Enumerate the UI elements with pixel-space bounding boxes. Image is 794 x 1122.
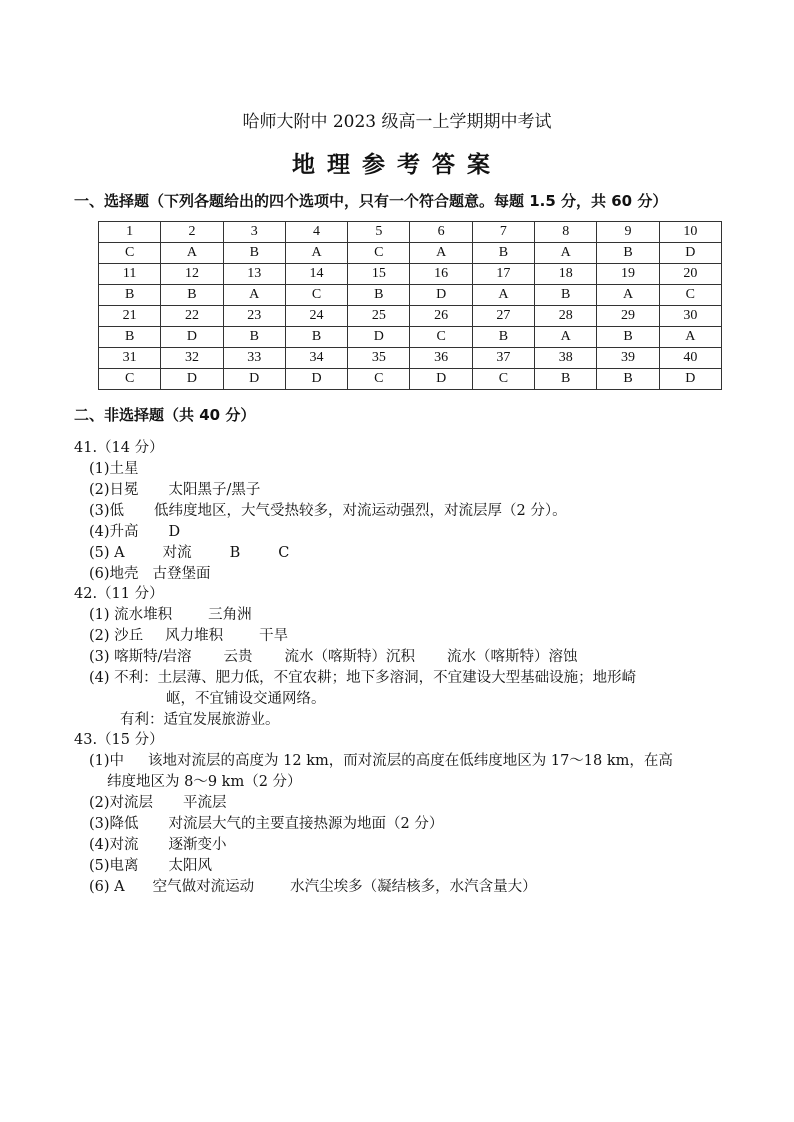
question-number-cell: 40 [659,348,721,369]
question-number-cell: 35 [348,348,410,369]
q41-answer-5-part3: B [229,545,241,561]
answer-cell: D [410,285,472,306]
answer-table-row [99,327,722,348]
question-number-cell: 2 [161,222,223,243]
answer-cell: B [161,285,223,306]
answer-cell: B [99,327,161,348]
q43-answer-5-part1: (5)电离 [89,858,139,874]
question-number-cell: 37 [472,348,534,369]
answer-cell: C [285,285,347,306]
q41-answer-3-part1: (3)低 [89,503,125,519]
question-number-cell: 36 [410,348,472,369]
question-number-cell: 8 [535,222,597,243]
question-number-cell: 33 [223,348,285,369]
answer-cell: B [223,243,285,264]
answer-table-row [99,222,722,243]
answer-cell: B [472,243,534,264]
question-number-cell: 7 [472,222,534,243]
q41-answer-6-part2: 古登堡面 [152,566,211,582]
question-number-cell: 32 [161,348,223,369]
answer-cell: C [659,285,721,306]
q42-answer-4-line2: 岖，不宜铺设交通网络。 [166,691,326,707]
answer-cell: B [597,327,659,348]
question-number-cell: 22 [161,306,223,327]
page-title: 地理参考答案 [292,151,502,178]
answer-cell: B [472,327,534,348]
question-number-cell: 24 [285,306,347,327]
question-number-cell: 27 [472,306,534,327]
answer-cell: D [223,369,285,390]
answer-cell: A [535,243,597,264]
question-number-cell: 34 [285,348,347,369]
q41-answer-2-part1: (2)日冕 [89,482,139,498]
section2-title: 二、非选择题（共 40 分） [74,406,256,424]
question-number-cell: 17 [472,264,534,285]
question-number-cell: 10 [659,222,721,243]
answer-cell: B [285,327,347,348]
q43-answer-6-part1: (6) A [89,879,125,895]
question-number-cell: 12 [161,264,223,285]
section1-title: 一、选择题（下列各题给出的四个选项中，只有一个符合题意。每题 1.5 分，共 60 分） [74,192,668,210]
q42-answer-3-part3: 流水（喀斯特）沉积 [284,649,416,665]
answer-cell: C [348,243,410,264]
q42-answer-3-part2: 云贵 [223,649,253,665]
answer-cell: B [597,369,659,390]
q42-answer-3-part4: 流水（喀斯特）溶蚀 [447,649,578,665]
q43-answer-3-part2: 对流层大气的主要直接热源为地面（2 分） [168,816,444,832]
exam-header: 哈师大附中 2023 级高一上学期期中考试 [242,112,552,132]
q41-answer-5 [89,541,289,562]
q43-answer-6-part3: 水汽尘埃多（凝结核多，水汽含量大） [290,879,537,895]
q43-answer-6 [89,875,537,896]
q43-answer-4-part1: (4)对流 [89,837,139,853]
answer-table-row [99,348,722,369]
q42-answer-4-line1: (4) 不利：土层薄、肥力低，不宜农耕；地下多溶洞，不宜建设大型基础设施；地形崎 [89,670,637,686]
question-number-cell: 25 [348,306,410,327]
q42-answer-2-part3: 干旱 [259,628,289,644]
question-number-cell: 31 [99,348,161,369]
answer-cell: C [348,369,410,390]
answer-cell: B [348,285,410,306]
question-number-cell: 18 [535,264,597,285]
question-number-cell: 4 [285,222,347,243]
q43-answer-1-line2: 纬度地区为 8～9 km（2 分） [107,774,302,790]
q41-heading: 41.（14 分） [74,440,164,456]
question-number-cell: 6 [410,222,472,243]
q42-answer-2-part1: (2) 沙丘 [89,628,144,644]
q43-heading: 43.（15 分） [74,732,164,748]
question-number-cell: 20 [659,264,721,285]
answer-table-row [99,264,722,285]
answer-cell: B [99,285,161,306]
answer-cell: B [535,285,597,306]
q42-answer-2-part2: 风力堆积 [165,628,224,644]
q42-answer-1-part2: 三角洲 [208,607,252,623]
question-number-cell: 26 [410,306,472,327]
question-number-cell: 14 [285,264,347,285]
q41-answer-4-part1: (4)升高 [89,524,139,540]
question-number-cell: 28 [535,306,597,327]
question-number-cell: 16 [410,264,472,285]
answer-cell: B [535,369,597,390]
q41-answer-5-part1: (5) A [89,545,125,561]
q43-answer-1-part2: 该地对流层的高度为 12 km，而对流层的高度在低纬度地区为 17～18 km，在高 [148,753,673,769]
answer-cell: C [99,243,161,264]
question-number-cell: 39 [597,348,659,369]
answer-cell: A [285,243,347,264]
answer-table-row [99,285,722,306]
q42-answer-3 [89,645,578,666]
answer-cell: D [659,369,721,390]
answer-cell: C [410,327,472,348]
answer-cell: C [472,369,534,390]
q43-answer-2 [89,791,227,812]
q43-answer-1-part1: (1)中 [89,753,125,769]
answer-cell: A [410,243,472,264]
q43-answer-2-part2: 平流层 [183,795,227,811]
q41-answer-3 [89,499,567,520]
q43-answer-5-part2: 太阳风 [168,858,213,874]
answer-cell: C [99,369,161,390]
q41-answer-1: (1)土星 [89,461,139,477]
answer-cell: A [161,243,223,264]
answer-cell: D [161,369,223,390]
question-number-cell: 5 [348,222,410,243]
q41-answer-3-part2: 低纬度地区，大气受热较多，对流运动强烈，对流层厚（2 分）。 [154,503,567,519]
answer-table-row [99,369,722,390]
q43-answer-4-part2: 逐渐变小 [168,837,227,853]
answer-table [98,221,722,390]
answer-cell: D [285,369,347,390]
q43-answer-4 [89,833,227,854]
answer-cell: D [410,369,472,390]
q43-answer-6-part2: 空气做对流运动 [152,879,255,895]
q42-answer-1-part1: (1) 流水堆积 [89,607,173,623]
answer-cell: D [161,327,223,348]
q41-answer-2 [89,478,260,499]
q41-answer-6-part1: (6)地壳 [89,566,139,582]
answer-cell: D [659,243,721,264]
question-number-cell: 21 [99,306,161,327]
answer-cell: D [348,327,410,348]
answer-cell: A [535,327,597,348]
answer-cell: A [659,327,721,348]
answer-table-row [99,306,722,327]
q43-answer-5 [89,854,212,875]
question-number-cell: 13 [223,264,285,285]
q42-answer-3-part1: (3) 喀斯特/岩溶 [89,649,192,665]
question-number-cell: 30 [659,306,721,327]
q43-answer-1-line1 [89,749,673,770]
answer-table-row [99,243,722,264]
question-number-cell: 1 [99,222,161,243]
q41-answer-4 [89,520,180,541]
q42-answer-2 [89,624,288,645]
answer-cell: A [597,285,659,306]
answer-cell: B [597,243,659,264]
question-number-cell: 29 [597,306,659,327]
q41-answer-5-part2: 对流 [162,545,192,561]
q41-answer-4-part2: D [168,524,181,540]
question-number-cell: 23 [223,306,285,327]
question-number-cell: 15 [348,264,410,285]
q41-answer-6 [89,562,211,583]
q42-answer-1 [89,603,252,624]
answer-cell: B [223,327,285,348]
q43-answer-3 [89,812,443,833]
question-number-cell: 11 [99,264,161,285]
question-number-cell: 3 [223,222,285,243]
answer-cell: A [223,285,285,306]
q41-answer-2-part2: 太阳黑子/黑子 [168,482,261,498]
question-number-cell: 38 [535,348,597,369]
q41-answer-5-part4: C [278,545,290,561]
q42-answer-4-line3: 有利：适宜发展旅游业。 [120,712,280,728]
question-number-cell: 9 [597,222,659,243]
answer-cell: A [472,285,534,306]
q43-answer-2-part1: (2)对流层 [89,795,154,811]
q42-heading: 42.（11 分） [74,586,164,602]
question-number-cell: 19 [597,264,659,285]
q43-answer-3-part1: (3)降低 [89,816,139,832]
